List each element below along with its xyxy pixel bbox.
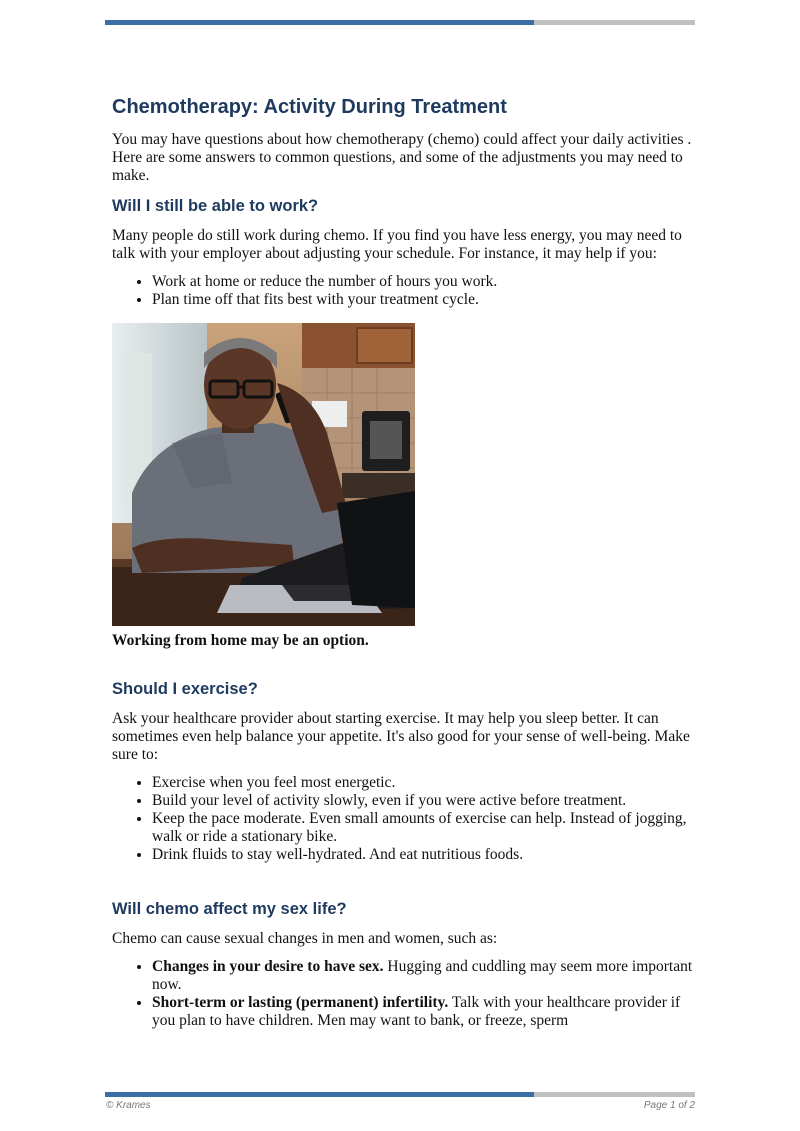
page-title: Chemotherapy: Activity During Treatment <box>112 96 507 118</box>
work-list <box>112 273 702 309</box>
header-rule <box>105 20 695 25</box>
list-item: • Build your level of activity slowly, even if you were active before treatment. <box>152 792 702 810</box>
photo-caption: Working from home may be an option. <box>112 632 369 649</box>
list-item-bold: Short-term or lasting (permanent) infertility. <box>152 994 449 1011</box>
sex-life-paragraph: Chemo can cause sexual changes in men and women, such as: <box>112 930 498 947</box>
list-item: • Keep the pace moderate. Even small amounts of exercise can help. Instead of jogging, walk or ride a stationary bike. <box>152 810 702 846</box>
list-item <box>152 994 702 1030</box>
article <box>112 94 702 1042</box>
list-item: • Drink fluids to stay well-hydrated. And eat nutritious foods. <box>152 846 702 864</box>
exercise-list <box>112 774 702 864</box>
work-heading: Will I still be able to work? <box>112 197 319 215</box>
sex-life-list <box>112 958 702 1030</box>
footer-copyright: © Krames <box>106 1100 151 1111</box>
footer-rule-accent <box>105 1092 534 1097</box>
footer-page-number: Page 1 of 2 <box>643 1100 695 1111</box>
list-item-text: Talk with your healthcare provider if you plan to have children. Men may want to bank, or freeze, sperm <box>152 994 681 1029</box>
list-item-text: Hugging and cuddling may seem more important now. <box>152 958 693 993</box>
list-item: • Exercise when you feel most energetic. <box>152 774 702 792</box>
list-item-bold: Changes in your desire to have sex. <box>152 958 384 975</box>
footer-rule <box>105 1092 695 1097</box>
list-item <box>152 958 702 994</box>
header-rule-accent <box>105 20 534 25</box>
list-item: • Work at home or reduce the number of hours you work. <box>152 273 702 291</box>
exercise-paragraph: Ask your healthcare provider about starting exercise. It may help you sleep better. It can sometimes even help balance your appetite. It's also good for your sense of well-being. Make sure to: <box>112 710 690 763</box>
exercise-heading: Should I exercise? <box>112 680 258 698</box>
man-on-phone-at-laptop-photo <box>112 323 415 626</box>
list-item: • Plan time off that fits best with your treatment cycle. <box>152 291 702 309</box>
intro-paragraph: You may have questions about how chemotherapy (chemo) could affect your daily activities . Here are some answers to common questions, and some of the adjustments you may need to make. <box>112 131 692 184</box>
work-paragraph: Many people do still work during chemo. If you find you have less energy, you may need to talk with your employer about adjusting your schedule. For instance, it may help if you: <box>112 227 682 262</box>
sex-life-heading: Will chemo affect my sex life? <box>112 900 347 918</box>
